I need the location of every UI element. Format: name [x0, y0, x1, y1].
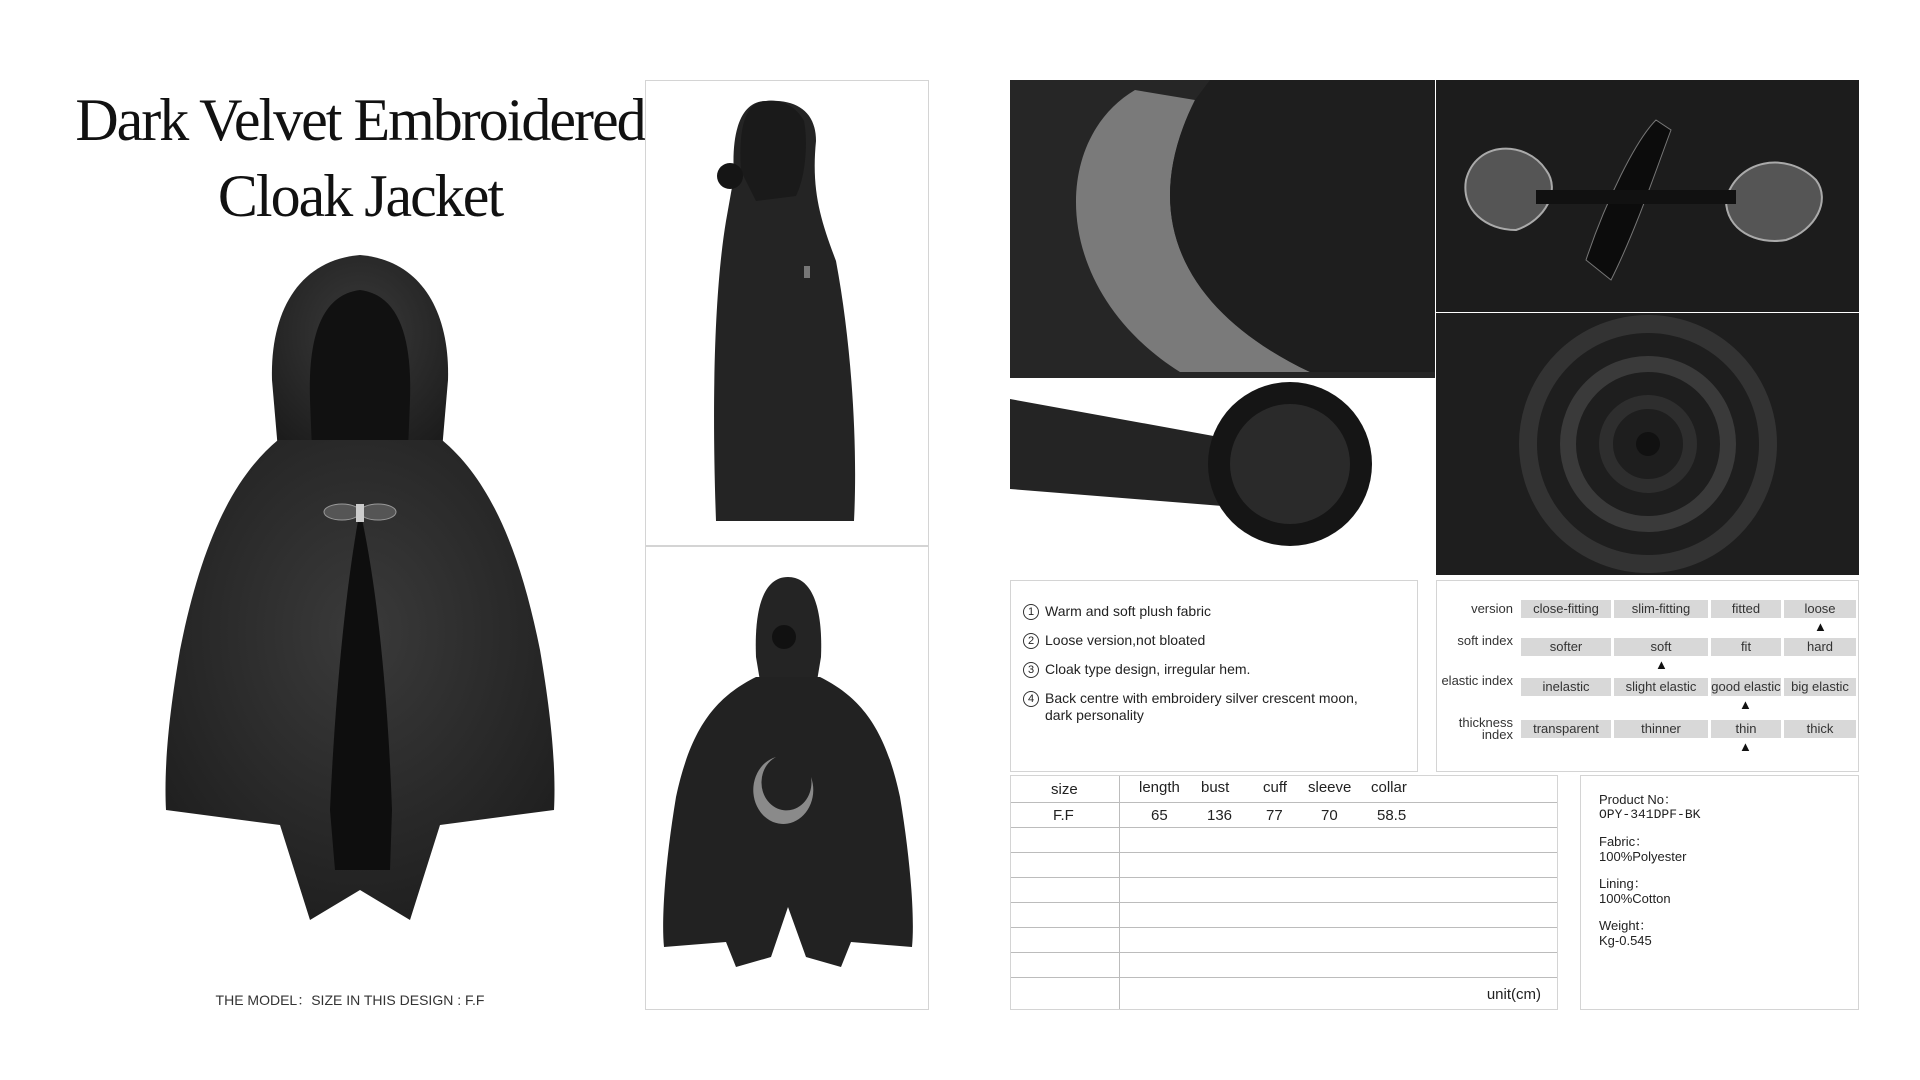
table-row	[1011, 828, 1558, 853]
model-size-caption: THE MODEL：SIZE IN THIS DESIGN : F.F	[215, 992, 485, 1008]
product-title-line2: Cloak Jacket	[217, 163, 503, 229]
back-view-panel	[645, 546, 929, 1010]
size-header: size	[1051, 781, 1078, 798]
table-row	[1011, 853, 1558, 878]
feature-item	[1023, 603, 1405, 620]
side-view-panel	[645, 80, 929, 546]
product-no-value: OPY-341DPF-BK	[1599, 807, 1701, 822]
index-cell: inelastic	[1521, 678, 1611, 696]
collar-value: 58.5	[1377, 807, 1407, 824]
feature-text: Back centre with embroidery silver crescent moon, dark personality	[1045, 690, 1358, 723]
feature-item	[1023, 690, 1405, 724]
size-table	[1010, 775, 1558, 1010]
index-label-version: version	[1471, 601, 1513, 616]
side-view-image	[646, 81, 929, 546]
back-view-image	[646, 547, 929, 1010]
selected-marker-icon: ▲	[1814, 619, 1827, 634]
index-cell: thick	[1784, 720, 1856, 738]
front-view-image	[160, 250, 560, 930]
sleeve-header: sleeve	[1308, 779, 1352, 796]
index-cell: thinner	[1614, 720, 1708, 738]
length-value: 65	[1151, 807, 1168, 824]
product-no-label: Product No：	[1599, 792, 1678, 807]
feature-text: Warm and soft plush fabric	[1045, 603, 1211, 619]
detail-pompom-photo	[1010, 379, 1420, 575]
index-chart-panel	[1436, 580, 1859, 772]
detail-toggle-photo	[1436, 80, 1859, 312]
index-cell: loose	[1784, 600, 1856, 618]
table-row	[1011, 878, 1558, 903]
index-cell: big elastic	[1784, 678, 1856, 696]
cuff-header: cuff	[1263, 779, 1287, 796]
selected-marker-icon: ▲	[1655, 657, 1668, 672]
feature-item	[1023, 632, 1405, 649]
feature-text: Cloak type design, irregular hem.	[1045, 661, 1251, 677]
fabric-value: 100%Polyester	[1599, 849, 1687, 864]
selected-marker-icon: ▲	[1739, 739, 1752, 754]
feature-number: 1	[1023, 604, 1039, 620]
features-panel	[1010, 580, 1418, 772]
lining-label: Lining：	[1599, 876, 1647, 891]
weight-label: Weight：	[1599, 918, 1653, 933]
lining-value: 100%Cotton	[1599, 891, 1671, 906]
unit-label: unit(cm)	[1486, 986, 1541, 1003]
selected-marker-icon: ▲	[1739, 697, 1752, 712]
index-cell: soft	[1614, 638, 1708, 656]
index-cell: slim-fitting	[1614, 600, 1708, 618]
index-cell: transparent	[1521, 720, 1611, 738]
feature-text: Loose version,not bloated	[1045, 632, 1206, 648]
detail-fabric-photo	[1436, 313, 1859, 575]
size-value: F.F	[1053, 807, 1074, 824]
fabric-label: Fabric：	[1599, 834, 1649, 849]
index-cell: hard	[1784, 638, 1856, 656]
index-label-thickness: thickness index	[1458, 715, 1513, 742]
feature-item	[1023, 661, 1405, 678]
cuff-value: 77	[1266, 807, 1283, 824]
detail-moon-photo	[1010, 80, 1435, 378]
bust-value: 136	[1207, 807, 1233, 824]
table-row	[1011, 928, 1558, 953]
feature-number: 2	[1023, 633, 1039, 649]
bust-header: bust	[1201, 779, 1230, 796]
table-row	[1011, 903, 1558, 928]
index-cell: fit	[1711, 638, 1781, 656]
weight-value: Kg-0.545	[1599, 933, 1652, 948]
product-title-line1: Dark Velvet Embroidered	[75, 87, 645, 153]
length-header: length	[1139, 779, 1180, 796]
index-cell: slight elastic	[1614, 678, 1708, 696]
index-label-elastic: elastic index	[1441, 673, 1513, 688]
index-cell: softer	[1521, 638, 1611, 656]
collar-header: collar	[1371, 779, 1407, 796]
index-cell: good elastic	[1711, 679, 1781, 694]
feature-number: 4	[1023, 691, 1039, 707]
index-cell: fitted	[1711, 600, 1781, 618]
sleeve-value: 70	[1321, 807, 1338, 824]
table-row	[1011, 953, 1558, 978]
index-cell: thin	[1711, 720, 1781, 738]
product-info-panel	[1580, 775, 1859, 1010]
index-label-soft: soft index	[1457, 633, 1513, 648]
feature-number: 3	[1023, 662, 1039, 678]
index-cell: close-fitting	[1521, 600, 1611, 618]
product-title	[60, 82, 660, 234]
table-row	[1011, 803, 1558, 828]
